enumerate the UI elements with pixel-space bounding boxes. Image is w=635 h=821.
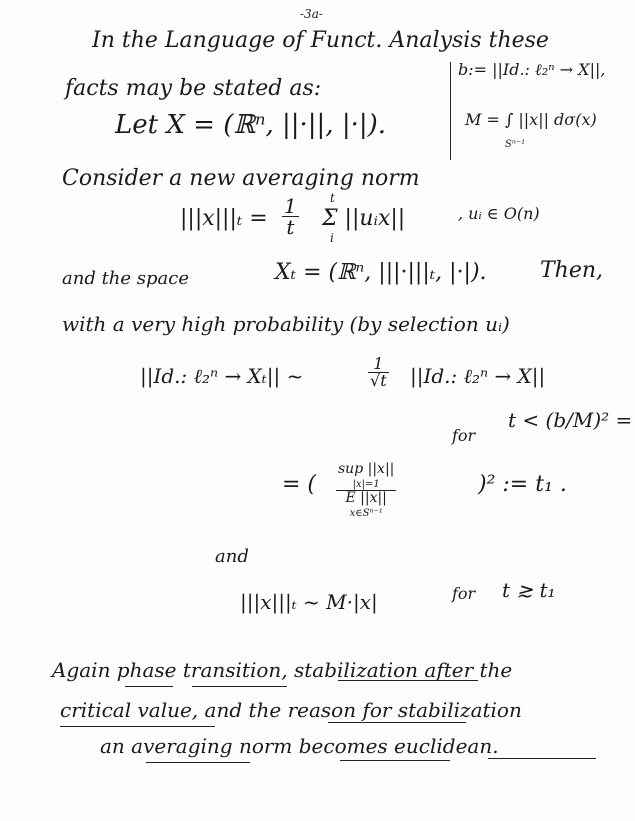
conclusion-line-3: an averaging norm becomes euclidean. (100, 734, 499, 758)
threshold-condition: t < (b/M)² = (508, 408, 633, 432)
averaging-norm-intro: Consider a new averaging norm (62, 166, 420, 191)
expectation-text: E ||x|| (345, 490, 387, 506)
intro-line-2: facts may be stated as: (65, 76, 322, 101)
conclusion-line-1: Again phase transition, stabilization after the (52, 658, 513, 682)
threshold-formula-fraction (336, 462, 396, 519)
averaging-norm-lhs: |||x|||ₜ = (180, 206, 268, 231)
underline-critical-value (60, 726, 215, 727)
then-word: Then, (540, 258, 604, 283)
sum-lower-index: i (330, 231, 334, 245)
underline-transition (192, 686, 287, 687)
space-intro: and the space (62, 268, 189, 289)
averaging-norm-fraction-denominator: t (286, 215, 295, 239)
for-word-2: for (452, 584, 476, 603)
averaging-norm-sum: Σ ||uᵢx|| (322, 206, 406, 231)
conclusion-line-2: critical value, and the reason for stabilization (60, 698, 522, 722)
estimate-fraction (368, 356, 389, 389)
estimate-lhs: ||Id.: ℓ₂ⁿ → Xₜ|| ~ (140, 364, 304, 388)
orthogonal-group-note: , uᵢ ∈ O(n) (458, 204, 540, 223)
let-statement: Let X = (ℝⁿ, ||·||, |·|). (115, 110, 387, 140)
page-number: -3a- (300, 7, 323, 21)
estimate-rhs: ||Id.: ℓ₂ⁿ → X|| (410, 364, 546, 388)
and-word: and (215, 546, 249, 567)
probability-statement: with a very high probability (by selection uᵢ) (62, 312, 510, 336)
space-definition: Xₜ = (ℝⁿ, |||·|||ₜ, |·|). (275, 260, 487, 285)
side-definition-m-sphere: Sⁿ⁻¹ (505, 139, 526, 150)
estimate-fraction-numerator: 1 (368, 356, 389, 373)
sup-norm-subscript: |x|=1 (352, 479, 380, 490)
threshold-formula-open: = ( (282, 472, 317, 497)
underline-averaging (146, 762, 250, 763)
averaging-norm-fraction-numerator: 1 (284, 194, 297, 218)
for-word-1: for (452, 426, 476, 445)
intro-line-1: In the Language of Funct. Analysis these (92, 28, 549, 53)
threshold-formula-close: )² := t₁ . (478, 472, 567, 497)
underline-stabilization (338, 680, 478, 681)
large-t-condition: t ≳ t₁ (502, 578, 556, 602)
threshold-formula-denominator (336, 491, 396, 519)
side-box-divider (450, 62, 451, 160)
side-definition-m: M = ∫ ||x|| dσ(x) (465, 110, 597, 129)
estimate-fraction-denominator: √t (370, 371, 387, 390)
underline-phase (125, 686, 173, 687)
averaging-norm-fraction (282, 196, 299, 237)
side-definition-b: b:= ||Id.: ℓ₂ⁿ → X||, (458, 60, 606, 79)
underline-becomes (340, 760, 450, 761)
sum-upper-limit: t (330, 191, 335, 205)
underline-euclidean (488, 758, 596, 759)
sup-norm-text: sup ||x|| (338, 461, 395, 477)
stabilized-norm-estimate: |||x|||ₜ ~ M·|x| (240, 590, 378, 614)
expectation-subscript: x∈Sⁿ⁻¹ (349, 508, 383, 519)
threshold-formula-numerator (336, 462, 396, 491)
underline-reason (328, 722, 466, 723)
